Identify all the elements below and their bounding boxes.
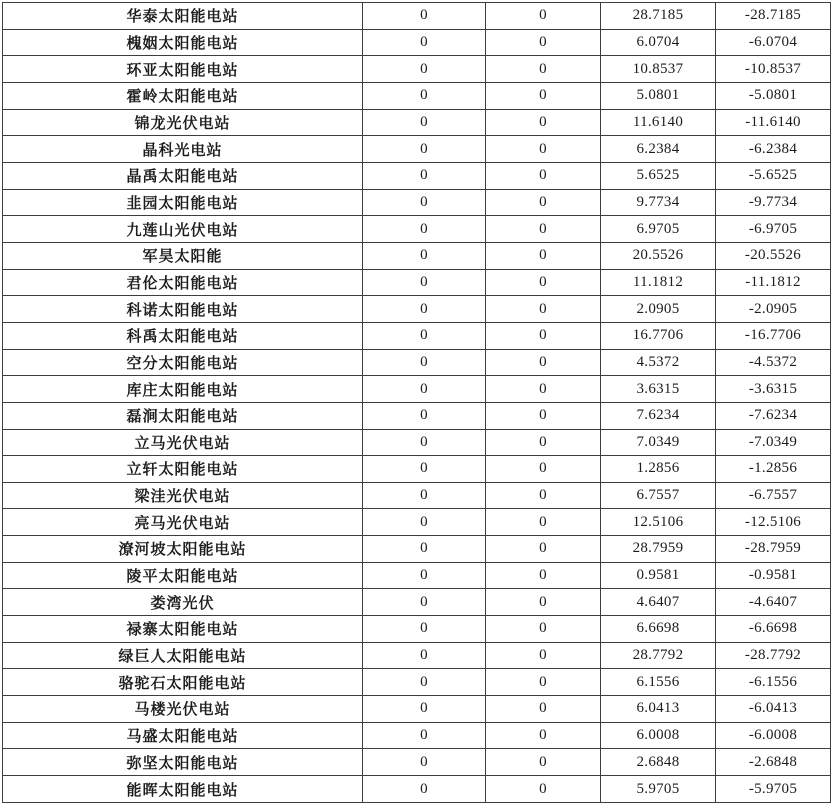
station-name-cell: 晶禹太阳能电站 [3, 162, 363, 189]
value-zero-cell-1: 0 [363, 429, 486, 456]
value-zero-cell-2: 0 [486, 642, 601, 669]
value-zero-cell-2: 0 [486, 722, 601, 749]
value-positive-cell: 6.6698 [601, 616, 716, 643]
value-zero-cell-1: 0 [363, 296, 486, 323]
value-negative-cell: -28.7959 [716, 536, 831, 563]
table-row [3, 589, 831, 616]
station-name-cell: 娄湾光伏 [3, 589, 363, 616]
value-negative-cell: -5.9705 [716, 776, 831, 803]
table-row [3, 29, 831, 56]
value-positive-cell: 0.9581 [601, 562, 716, 589]
station-name-cell: 科诺太阳能电站 [3, 296, 363, 323]
value-negative-cell: -5.6525 [716, 162, 831, 189]
value-zero-cell-2: 0 [486, 242, 601, 269]
value-negative-cell: -4.6407 [716, 589, 831, 616]
value-zero-cell-1: 0 [363, 56, 486, 83]
value-zero-cell-2: 0 [486, 562, 601, 589]
value-zero-cell-2: 0 [486, 56, 601, 83]
value-negative-cell: -6.6698 [716, 616, 831, 643]
station-name-cell: 槐姻太阳能电站 [3, 29, 363, 56]
value-zero-cell-1: 0 [363, 669, 486, 696]
station-name-cell: 能晖太阳能电站 [3, 776, 363, 803]
value-zero-cell-2: 0 [486, 269, 601, 296]
value-positive-cell: 5.0801 [601, 82, 716, 109]
value-zero-cell-1: 0 [363, 136, 486, 163]
value-positive-cell: 9.7734 [601, 189, 716, 216]
value-zero-cell-1: 0 [363, 722, 486, 749]
value-zero-cell-2: 0 [486, 669, 601, 696]
table-row [3, 509, 831, 536]
station-name-cell: 陵平太阳能电站 [3, 562, 363, 589]
station-name-cell: 君伦太阳能电站 [3, 269, 363, 296]
table-row [3, 776, 831, 803]
station-name-cell: 锦龙光伏电站 [3, 109, 363, 136]
value-negative-cell: -28.7792 [716, 642, 831, 669]
value-negative-cell: -2.0905 [716, 296, 831, 323]
table-row [3, 162, 831, 189]
value-zero-cell-1: 0 [363, 402, 486, 429]
table-row [3, 82, 831, 109]
value-positive-cell: 10.8537 [601, 56, 716, 83]
value-positive-cell: 6.7557 [601, 482, 716, 509]
value-zero-cell-1: 0 [363, 456, 486, 483]
table-row [3, 642, 831, 669]
value-positive-cell: 3.6315 [601, 376, 716, 403]
value-zero-cell-2: 0 [486, 349, 601, 376]
value-zero-cell-1: 0 [363, 642, 486, 669]
value-zero-cell-1: 0 [363, 322, 486, 349]
value-zero-cell-1: 0 [363, 776, 486, 803]
value-negative-cell: -7.6234 [716, 402, 831, 429]
station-name-cell: 环亚太阳能电站 [3, 56, 363, 83]
station-name-cell: 霍岭太阳能电站 [3, 82, 363, 109]
table-row [3, 189, 831, 216]
table-row [3, 376, 831, 403]
station-name-cell: 绿巨人太阳能电站 [3, 642, 363, 669]
value-negative-cell: -5.0801 [716, 82, 831, 109]
value-zero-cell-2: 0 [486, 482, 601, 509]
table-row [3, 696, 831, 723]
value-zero-cell-2: 0 [486, 509, 601, 536]
value-positive-cell: 11.6140 [601, 109, 716, 136]
station-name-cell: 弥坚太阳能电站 [3, 749, 363, 776]
value-zero-cell-1: 0 [363, 616, 486, 643]
value-negative-cell: -6.0413 [716, 696, 831, 723]
station-name-cell: 空分太阳能电站 [3, 349, 363, 376]
station-name-cell: 九莲山光伏电站 [3, 216, 363, 243]
station-name-cell: 禄寨太阳能电站 [3, 616, 363, 643]
value-positive-cell: 5.9705 [601, 776, 716, 803]
value-negative-cell: -28.7185 [716, 3, 831, 30]
value-negative-cell: -2.6848 [716, 749, 831, 776]
station-name-cell: 潦河坡太阳能电站 [3, 536, 363, 563]
value-zero-cell-1: 0 [363, 536, 486, 563]
value-negative-cell: -10.8537 [716, 56, 831, 83]
value-zero-cell-2: 0 [486, 216, 601, 243]
value-positive-cell: 6.9705 [601, 216, 716, 243]
table-row [3, 722, 831, 749]
value-zero-cell-2: 0 [486, 456, 601, 483]
station-name-cell: 韭园太阳能电站 [3, 189, 363, 216]
value-negative-cell: -6.2384 [716, 136, 831, 163]
table-row [3, 669, 831, 696]
value-positive-cell: 7.6234 [601, 402, 716, 429]
value-zero-cell-2: 0 [486, 429, 601, 456]
value-negative-cell: -1.2856 [716, 456, 831, 483]
value-positive-cell: 28.7185 [601, 3, 716, 30]
value-positive-cell: 6.2384 [601, 136, 716, 163]
value-zero-cell-1: 0 [363, 509, 486, 536]
value-positive-cell: 6.0704 [601, 29, 716, 56]
table-row [3, 269, 831, 296]
value-zero-cell-2: 0 [486, 3, 601, 30]
table-row [3, 216, 831, 243]
value-negative-cell: -3.6315 [716, 376, 831, 403]
value-zero-cell-2: 0 [486, 189, 601, 216]
station-name-cell: 库庄太阳能电站 [3, 376, 363, 403]
table-row [3, 349, 831, 376]
value-negative-cell: -6.0008 [716, 722, 831, 749]
value-zero-cell-1: 0 [363, 109, 486, 136]
value-negative-cell: -6.7557 [716, 482, 831, 509]
station-name-cell: 磊涧太阳能电站 [3, 402, 363, 429]
value-negative-cell: -7.0349 [716, 429, 831, 456]
value-positive-cell: 2.0905 [601, 296, 716, 323]
station-name-cell: 骆驼石太阳能电站 [3, 669, 363, 696]
value-zero-cell-2: 0 [486, 776, 601, 803]
table-row [3, 242, 831, 269]
value-positive-cell: 2.6848 [601, 749, 716, 776]
value-positive-cell: 28.7792 [601, 642, 716, 669]
value-negative-cell: -4.5372 [716, 349, 831, 376]
table-row [3, 296, 831, 323]
value-positive-cell: 4.5372 [601, 349, 716, 376]
value-negative-cell: -6.0704 [716, 29, 831, 56]
value-zero-cell-2: 0 [486, 696, 601, 723]
value-zero-cell-1: 0 [363, 482, 486, 509]
value-zero-cell-2: 0 [486, 402, 601, 429]
value-zero-cell-2: 0 [486, 536, 601, 563]
table-row [3, 536, 831, 563]
table-row [3, 136, 831, 163]
station-name-cell: 科禹太阳能电站 [3, 322, 363, 349]
value-positive-cell: 7.0349 [601, 429, 716, 456]
table-row [3, 562, 831, 589]
value-zero-cell-2: 0 [486, 109, 601, 136]
value-negative-cell: -6.9705 [716, 216, 831, 243]
station-name-cell: 梁洼光伏电站 [3, 482, 363, 509]
value-zero-cell-1: 0 [363, 216, 486, 243]
station-name-cell: 晶科光电站 [3, 136, 363, 163]
table-row [3, 109, 831, 136]
value-negative-cell: -11.1812 [716, 269, 831, 296]
value-positive-cell: 6.0413 [601, 696, 716, 723]
value-zero-cell-1: 0 [363, 162, 486, 189]
value-zero-cell-2: 0 [486, 749, 601, 776]
value-positive-cell: 20.5526 [601, 242, 716, 269]
value-zero-cell-1: 0 [363, 349, 486, 376]
value-zero-cell-1: 0 [363, 189, 486, 216]
station-name-cell: 马楼光伏电站 [3, 696, 363, 723]
table-row [3, 56, 831, 83]
value-zero-cell-1: 0 [363, 696, 486, 723]
value-zero-cell-2: 0 [486, 82, 601, 109]
value-positive-cell: 11.1812 [601, 269, 716, 296]
value-positive-cell: 12.5106 [601, 509, 716, 536]
value-positive-cell: 4.6407 [601, 589, 716, 616]
value-zero-cell-2: 0 [486, 296, 601, 323]
value-zero-cell-2: 0 [486, 322, 601, 349]
station-name-cell: 华泰太阳能电站 [3, 3, 363, 30]
station-name-cell: 亮马光伏电站 [3, 509, 363, 536]
value-zero-cell-1: 0 [363, 29, 486, 56]
value-negative-cell: -11.6140 [716, 109, 831, 136]
table-row [3, 322, 831, 349]
value-positive-cell: 28.7959 [601, 536, 716, 563]
value-zero-cell-2: 0 [486, 616, 601, 643]
value-negative-cell: -20.5526 [716, 242, 831, 269]
table-row [3, 429, 831, 456]
stations-table [2, 2, 831, 803]
station-name-cell: 立轩太阳能电站 [3, 456, 363, 483]
table-row [3, 456, 831, 483]
table-row [3, 402, 831, 429]
value-zero-cell-1: 0 [363, 562, 486, 589]
value-positive-cell: 5.6525 [601, 162, 716, 189]
value-zero-cell-1: 0 [363, 82, 486, 109]
value-zero-cell-2: 0 [486, 162, 601, 189]
table-row [3, 749, 831, 776]
table-row [3, 3, 831, 30]
value-zero-cell-2: 0 [486, 589, 601, 616]
table-row [3, 616, 831, 643]
value-negative-cell: -6.1556 [716, 669, 831, 696]
table-body [3, 3, 831, 803]
value-zero-cell-2: 0 [486, 376, 601, 403]
value-zero-cell-1: 0 [363, 242, 486, 269]
value-negative-cell: -9.7734 [716, 189, 831, 216]
value-positive-cell: 1.2856 [601, 456, 716, 483]
value-positive-cell: 6.1556 [601, 669, 716, 696]
value-zero-cell-2: 0 [486, 136, 601, 163]
value-zero-cell-1: 0 [363, 376, 486, 403]
value-negative-cell: -0.9581 [716, 562, 831, 589]
value-zero-cell-1: 0 [363, 749, 486, 776]
value-negative-cell: -12.5106 [716, 509, 831, 536]
value-zero-cell-1: 0 [363, 589, 486, 616]
station-name-cell: 军昊太阳能 [3, 242, 363, 269]
value-zero-cell-1: 0 [363, 269, 486, 296]
value-positive-cell: 6.0008 [601, 722, 716, 749]
station-name-cell: 立马光伏电站 [3, 429, 363, 456]
value-zero-cell-2: 0 [486, 29, 601, 56]
value-negative-cell: -16.7706 [716, 322, 831, 349]
station-name-cell: 马盛太阳能电站 [3, 722, 363, 749]
value-zero-cell-1: 0 [363, 3, 486, 30]
value-positive-cell: 16.7706 [601, 322, 716, 349]
table-row [3, 482, 831, 509]
